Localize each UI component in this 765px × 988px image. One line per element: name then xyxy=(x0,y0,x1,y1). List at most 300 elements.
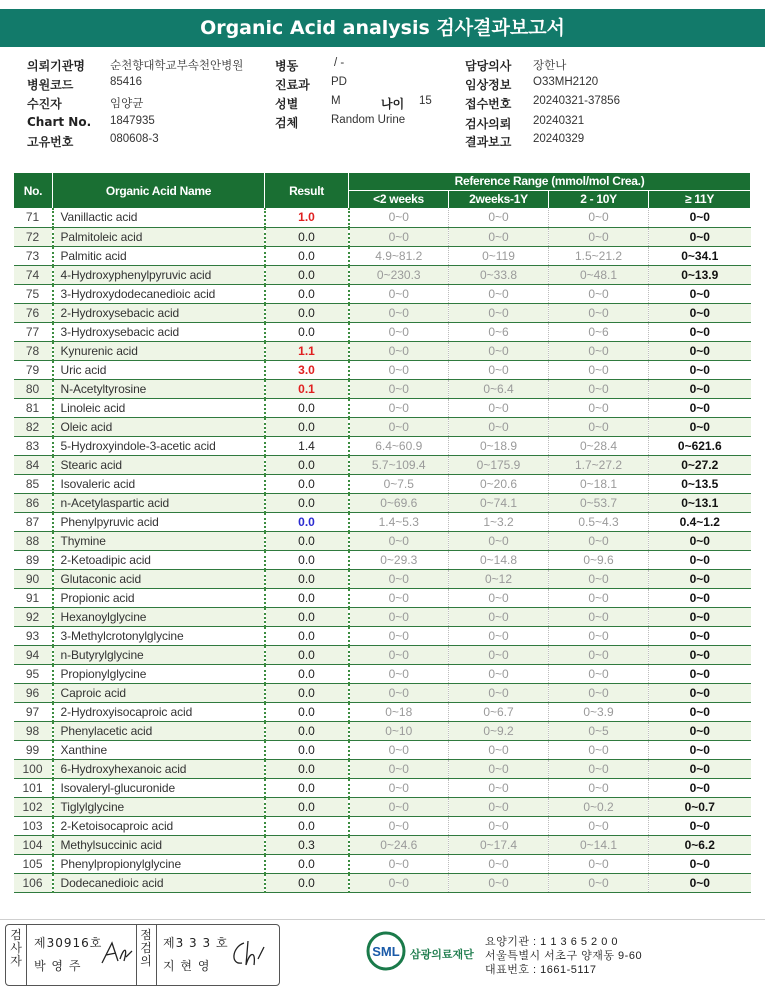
ref-range-2w-1y: 0~0 xyxy=(449,664,549,683)
examiner-name: 박 영 주 xyxy=(34,959,82,973)
ref-range-ge11y: 0~0 xyxy=(649,645,751,664)
acid-name: n-Butyrylglycine xyxy=(53,645,265,664)
info-label: 고유번호 xyxy=(27,135,74,149)
ref-range-lt2w: 0~0 xyxy=(349,398,449,417)
row-number: 103 xyxy=(14,816,53,835)
ref-range-2w-1y: 0~0 xyxy=(449,531,549,550)
row-number: 83 xyxy=(14,436,53,455)
ref-range-ge11y: 0~27.2 xyxy=(649,455,751,474)
acid-name: 3-Hydroxysebacic acid xyxy=(53,322,265,341)
info-value: 20240321 xyxy=(533,115,585,127)
row-number: 93 xyxy=(14,626,53,645)
ref-range-2-10y: 0~0 xyxy=(549,854,649,873)
table-row xyxy=(14,683,751,702)
ref-range-lt2w: 0~0 xyxy=(349,531,449,550)
table-row xyxy=(14,759,751,778)
result-value: 0.0 xyxy=(265,493,349,512)
acid-name: 3-Methylcrotonylglycine xyxy=(53,626,265,645)
table-row xyxy=(14,227,751,246)
result-value: 0.0 xyxy=(265,645,349,664)
result-value: 0.0 xyxy=(265,303,349,322)
table-row xyxy=(14,607,751,626)
ref-range-2-10y: 0~0 xyxy=(549,341,649,360)
info-label: 의뢰기관명 xyxy=(27,59,85,73)
acid-name: Caproic acid xyxy=(53,683,265,702)
lab-name: 삼광의료재단 xyxy=(410,948,474,961)
result-value: 0.0 xyxy=(265,398,349,417)
ref-range-2-10y: 0~0.2 xyxy=(549,797,649,816)
acid-name: Thymine xyxy=(53,531,265,550)
acid-name: 6-Hydroxyhexanoic acid xyxy=(53,759,265,778)
result-value: 0.0 xyxy=(265,683,349,702)
result-value: 0.0 xyxy=(265,778,349,797)
row-number: 106 xyxy=(14,873,53,892)
ref-range-2w-1y: 0~33.8 xyxy=(449,265,549,284)
ref-range-lt2w: 0~10 xyxy=(349,721,449,740)
acid-name: Phenylpropionylglycine xyxy=(53,854,265,873)
ref-range-lt2w: 0~0 xyxy=(349,683,449,702)
ref-range-lt2w: 0~0 xyxy=(349,816,449,835)
ref-range-ge11y: 0~0 xyxy=(649,778,751,797)
lab-info-line: 요양기관 : 1 1 3 6 5 2 0 0 xyxy=(485,936,619,948)
ref-range-lt2w: 0~29.3 xyxy=(349,550,449,569)
table-row xyxy=(14,246,751,265)
info-value: 080608-3 xyxy=(110,133,159,145)
acid-name: Vanillactic acid xyxy=(53,208,265,227)
result-value: 0.0 xyxy=(265,854,349,873)
table-row xyxy=(14,265,751,284)
ref-range-2w-1y: 0~0 xyxy=(449,626,549,645)
table-row xyxy=(14,493,751,512)
table-row xyxy=(14,854,751,873)
ref-range-2-10y: 1.5~21.2 xyxy=(549,246,649,265)
ref-range-ge11y: 0~0 xyxy=(649,398,751,417)
ref-range-ge11y: 0~0 xyxy=(649,360,751,379)
row-number: 73 xyxy=(14,246,53,265)
result-value: 0.0 xyxy=(265,607,349,626)
result-value: 0.0 xyxy=(265,417,349,436)
ref-range-2-10y: 0~0 xyxy=(549,588,649,607)
ref-range-2w-1y: 0~0 xyxy=(449,303,549,322)
ref-range-2w-1y: 0~17.4 xyxy=(449,835,549,854)
acid-name: Hexanoylglycine xyxy=(53,607,265,626)
ref-range-2-10y: 0.5~4.3 xyxy=(549,512,649,531)
row-number: 72 xyxy=(14,227,53,246)
ref-range-2w-1y: 0~0 xyxy=(449,341,549,360)
ref-range-lt2w: 0~0 xyxy=(349,208,449,227)
row-number: 84 xyxy=(14,455,53,474)
result-value: 0.0 xyxy=(265,740,349,759)
ref-range-lt2w: 0~0 xyxy=(349,417,449,436)
info-value: 임양균 xyxy=(110,98,144,110)
result-value: 0.0 xyxy=(265,759,349,778)
ref-range-2w-1y: 0~0 xyxy=(449,417,549,436)
row-number: 92 xyxy=(14,607,53,626)
ref-range-2-10y: 0~0 xyxy=(549,303,649,322)
table-row xyxy=(14,531,751,550)
table-row xyxy=(14,550,751,569)
examiner-label: 검 사 자 xyxy=(10,928,22,968)
acid-name: Xanthine xyxy=(53,740,265,759)
ref-range-ge11y: 0~6.2 xyxy=(649,835,751,854)
ref-range-2w-1y: 0~6.7 xyxy=(449,702,549,721)
row-number: 75 xyxy=(14,284,53,303)
info-label: 수진자 xyxy=(27,97,62,111)
ref-range-2-10y: 0~0 xyxy=(549,417,649,436)
lab-info-line: 서울특별시 서초구 양재동 9-60 xyxy=(485,950,643,962)
table-row xyxy=(14,512,751,531)
ref-range-2w-1y: 0~6 xyxy=(449,322,549,341)
col-header-range: 2 - 10Y xyxy=(549,190,649,208)
ref-range-2w-1y: 0~0 xyxy=(449,778,549,797)
ref-range-2w-1y: 0~0 xyxy=(449,854,549,873)
col-header-range: 2weeks-1Y xyxy=(449,190,549,208)
acid-name: 2-Hydroxyisocaproic acid xyxy=(53,702,265,721)
ref-range-2w-1y: 0~12 xyxy=(449,569,549,588)
ref-range-lt2w: 0~0 xyxy=(349,569,449,588)
col-header-result: Result xyxy=(265,173,349,208)
footer-divider xyxy=(0,919,765,920)
table-row xyxy=(14,873,751,892)
ref-range-2-10y: 0~48.1 xyxy=(549,265,649,284)
ref-range-2-10y: 0~0 xyxy=(549,607,649,626)
ref-range-2-10y: 0~0 xyxy=(549,740,649,759)
row-number: 82 xyxy=(14,417,53,436)
row-number: 95 xyxy=(14,664,53,683)
sig-divider xyxy=(156,925,157,985)
reviewer-signature xyxy=(228,937,268,971)
acid-name: Linoleic acid xyxy=(53,398,265,417)
ref-range-2w-1y: 0~0 xyxy=(449,740,549,759)
info-value: Random Urine xyxy=(331,114,406,126)
row-number: 88 xyxy=(14,531,53,550)
result-value: 0.0 xyxy=(265,550,349,569)
col-header-reference: Reference Range (mmol/mol Crea.) xyxy=(349,173,751,190)
row-number: 85 xyxy=(14,474,53,493)
ref-range-ge11y: 0~0 xyxy=(649,721,751,740)
acid-name: 3-Hydroxydodecanedioic acid xyxy=(53,284,265,303)
ref-range-2w-1y: 0~0 xyxy=(449,797,549,816)
ref-range-2-10y: 0~0 xyxy=(549,778,649,797)
ref-range-2w-1y: 0~0 xyxy=(449,227,549,246)
ref-range-lt2w: 0~0 xyxy=(349,759,449,778)
lab-info-line: 대표번호 : 1661-5117 xyxy=(485,964,597,976)
ref-range-lt2w: 4.9~81.2 xyxy=(349,246,449,265)
ref-range-2w-1y: 0~0 xyxy=(449,284,549,303)
col-header-range: <2 weeks xyxy=(349,190,449,208)
signature-box xyxy=(5,924,280,986)
ref-range-ge11y: 0~34.1 xyxy=(649,246,751,265)
ref-range-ge11y: 0~0 xyxy=(649,588,751,607)
table-row xyxy=(14,626,751,645)
table-row xyxy=(14,303,751,322)
ref-range-lt2w: 0~0 xyxy=(349,588,449,607)
info-value: 1847935 xyxy=(110,115,155,127)
ref-range-2w-1y: 0~18.9 xyxy=(449,436,549,455)
row-number: 87 xyxy=(14,512,53,531)
ref-range-lt2w: 0~0 xyxy=(349,284,449,303)
ref-range-lt2w: 0~0 xyxy=(349,873,449,892)
row-number: 74 xyxy=(14,265,53,284)
result-value: 0.0 xyxy=(265,721,349,740)
ref-range-2w-1y: 0~20.6 xyxy=(449,474,549,493)
ref-range-lt2w: 0~0 xyxy=(349,227,449,246)
results-table xyxy=(13,173,751,893)
ref-range-lt2w: 0~0 xyxy=(349,379,449,398)
table-row xyxy=(14,835,751,854)
acid-name: Isovaleric acid xyxy=(53,474,265,493)
ref-range-2-10y: 0~0 xyxy=(549,360,649,379)
acid-name: Kynurenic acid xyxy=(53,341,265,360)
acid-name: Tiglylglycine xyxy=(53,797,265,816)
row-number: 98 xyxy=(14,721,53,740)
row-number: 97 xyxy=(14,702,53,721)
acid-name: n-Acetylaspartic acid xyxy=(53,493,265,512)
sig-divider xyxy=(136,925,137,985)
logo-mark-text: SML xyxy=(372,944,400,959)
result-value: 0.1 xyxy=(265,379,349,398)
ref-range-2w-1y: 0~0 xyxy=(449,607,549,626)
info-label: 검사의뢰 xyxy=(465,117,512,131)
acid-name: Phenylacetic acid xyxy=(53,721,265,740)
reviewer-name: 지 현 영 xyxy=(163,959,211,973)
ref-range-2-10y: 0~0 xyxy=(549,664,649,683)
ref-range-lt2w: 0~0 xyxy=(349,303,449,322)
row-number: 77 xyxy=(14,322,53,341)
age-label: 나이 xyxy=(381,97,405,111)
ref-range-ge11y: 0~0 xyxy=(649,341,751,360)
ref-range-2-10y: 0~28.4 xyxy=(549,436,649,455)
ref-range-lt2w: 6.4~60.9 xyxy=(349,436,449,455)
ref-range-2-10y: 0~0 xyxy=(549,227,649,246)
ref-range-lt2w: 0~0 xyxy=(349,797,449,816)
ref-range-2-10y: 0~0 xyxy=(549,569,649,588)
table-row xyxy=(14,379,751,398)
ref-range-2-10y: 0~0 xyxy=(549,759,649,778)
ref-range-ge11y: 0~13.9 xyxy=(649,265,751,284)
ref-range-lt2w: 0~0 xyxy=(349,740,449,759)
ref-range-lt2w: 5.7~109.4 xyxy=(349,455,449,474)
info-value: 85416 xyxy=(110,76,142,88)
table-row xyxy=(14,740,751,759)
ref-range-lt2w: 0~69.6 xyxy=(349,493,449,512)
ref-range-lt2w: 0~0 xyxy=(349,341,449,360)
row-number: 81 xyxy=(14,398,53,417)
ref-range-lt2w: 0~0 xyxy=(349,854,449,873)
result-value: 0.0 xyxy=(265,569,349,588)
info-label: 담당의사 xyxy=(465,59,512,73)
ref-range-2-10y: 0~0 xyxy=(549,626,649,645)
ref-range-2-10y: 0~53.7 xyxy=(549,493,649,512)
table-row xyxy=(14,417,751,436)
ref-range-lt2w: 0~7.5 xyxy=(349,474,449,493)
row-number: 71 xyxy=(14,208,53,227)
info-label: 성별 xyxy=(275,97,299,111)
info-label: 병원코드 xyxy=(27,78,74,92)
info-label: 접수번호 xyxy=(465,97,512,111)
result-value: 0.0 xyxy=(265,265,349,284)
acid-name: Uric acid xyxy=(53,360,265,379)
ref-range-2-10y: 0~0 xyxy=(549,379,649,398)
ref-range-2w-1y: 0~0 xyxy=(449,398,549,417)
result-value: 0.0 xyxy=(265,227,349,246)
age-value: 15 xyxy=(419,95,432,107)
row-number: 91 xyxy=(14,588,53,607)
ref-range-ge11y: 0~0 xyxy=(649,550,751,569)
acid-name: Methylsuccinic acid xyxy=(53,835,265,854)
ref-range-ge11y: 0~0 xyxy=(649,759,751,778)
result-value: 0.0 xyxy=(265,588,349,607)
table-row xyxy=(14,702,751,721)
row-number: 86 xyxy=(14,493,53,512)
ref-range-2w-1y: 0~0 xyxy=(449,588,549,607)
ref-range-2w-1y: 0~6.4 xyxy=(449,379,549,398)
table-row xyxy=(14,341,751,360)
table-row xyxy=(14,208,751,227)
ref-range-lt2w: 0~24.6 xyxy=(349,835,449,854)
ref-range-2-10y: 0~0 xyxy=(549,816,649,835)
acid-name: 2-Ketoisocaproic acid xyxy=(53,816,265,835)
info-label: Chart No. xyxy=(27,115,92,129)
info-value: / - xyxy=(334,57,345,69)
row-number: 101 xyxy=(14,778,53,797)
ref-range-ge11y: 0~0 xyxy=(649,417,751,436)
ref-range-ge11y: 0~621.6 xyxy=(649,436,751,455)
info-value: M xyxy=(331,95,341,107)
ref-range-2-10y: 0~14.1 xyxy=(549,835,649,854)
ref-range-2-10y: 0~18.1 xyxy=(549,474,649,493)
acid-name: Propionic acid xyxy=(53,588,265,607)
report-title: Organic Acid analysis 검사결과보고서 xyxy=(0,9,765,47)
acid-name: 2-Ketoadipic acid xyxy=(53,550,265,569)
ref-range-ge11y: 0~13.1 xyxy=(649,493,751,512)
info-label: 검체 xyxy=(275,116,299,130)
ref-range-2-10y: 0~9.6 xyxy=(549,550,649,569)
table-row xyxy=(14,436,751,455)
row-number: 104 xyxy=(14,835,53,854)
ref-range-2w-1y: 0~9.2 xyxy=(449,721,549,740)
ref-range-lt2w: 0~0 xyxy=(349,322,449,341)
ref-range-2w-1y: 0~14.8 xyxy=(449,550,549,569)
col-header-name: Organic Acid Name xyxy=(53,173,265,208)
info-value: O33MH2120 xyxy=(533,76,599,88)
ref-range-2-10y: 0~3.9 xyxy=(549,702,649,721)
ref-range-lt2w: 0~0 xyxy=(349,645,449,664)
acid-name: Phenylpyruvic acid xyxy=(53,512,265,531)
examiner-license: 제30916호 xyxy=(34,936,103,950)
ref-range-ge11y: 0~0 xyxy=(649,740,751,759)
result-value: 0.0 xyxy=(265,512,349,531)
acid-name: Oleic acid xyxy=(53,417,265,436)
info-label: 결과보고 xyxy=(465,135,512,149)
result-value: 0.0 xyxy=(265,284,349,303)
table-row xyxy=(14,664,751,683)
ref-range-lt2w: 0~230.3 xyxy=(349,265,449,284)
ref-range-lt2w: 0~0 xyxy=(349,626,449,645)
row-number: 79 xyxy=(14,360,53,379)
ref-range-ge11y: 0~13.5 xyxy=(649,474,751,493)
sml-logo-icon xyxy=(366,931,406,971)
ref-range-lt2w: 0~0 xyxy=(349,664,449,683)
table-row xyxy=(14,778,751,797)
table-row xyxy=(14,569,751,588)
ref-range-ge11y: 0~0.7 xyxy=(649,797,751,816)
info-value: 순천향대학교부속천안병원 xyxy=(110,60,244,72)
result-value: 0.0 xyxy=(265,873,349,892)
reviewer-label: 점 검 의 xyxy=(140,928,152,968)
row-number: 90 xyxy=(14,569,53,588)
ref-range-2w-1y: 0~0 xyxy=(449,360,549,379)
ref-range-ge11y: 0~0 xyxy=(649,664,751,683)
acid-name: Stearic acid xyxy=(53,455,265,474)
result-value: 0.0 xyxy=(265,322,349,341)
reviewer-license: 제3 3 3 호 xyxy=(163,936,229,950)
ref-range-2-10y: 0~6 xyxy=(549,322,649,341)
ref-range-ge11y: 0~0 xyxy=(649,531,751,550)
ref-range-2-10y: 0~0 xyxy=(549,284,649,303)
ref-range-lt2w: 1.4~5.3 xyxy=(349,512,449,531)
row-number: 94 xyxy=(14,645,53,664)
result-value: 1.0 xyxy=(265,208,349,227)
info-label: 임상정보 xyxy=(465,78,512,92)
col-header-range: ≥ 11Y xyxy=(649,190,751,208)
table-row xyxy=(14,474,751,493)
table-row xyxy=(14,360,751,379)
ref-range-2-10y: 0~5 xyxy=(549,721,649,740)
result-value: 0.0 xyxy=(265,797,349,816)
info-value: 20240321-37856 xyxy=(533,95,620,107)
row-number: 80 xyxy=(14,379,53,398)
ref-range-2-10y: 1.7~27.2 xyxy=(549,455,649,474)
ref-range-2w-1y: 0~119 xyxy=(449,246,549,265)
col-header-no: No. xyxy=(14,173,53,208)
ref-range-ge11y: 0~0 xyxy=(649,626,751,645)
acid-name: Palmitic acid xyxy=(53,246,265,265)
ref-range-ge11y: 0~0 xyxy=(649,303,751,322)
info-value: 20240329 xyxy=(533,133,585,145)
info-label: 진료과 xyxy=(275,78,310,92)
ref-range-2-10y: 0~0 xyxy=(549,531,649,550)
result-value: 0.0 xyxy=(265,455,349,474)
ref-range-ge11y: 0~0 xyxy=(649,208,751,227)
table-row xyxy=(14,588,751,607)
ref-range-ge11y: 0~0 xyxy=(649,379,751,398)
ref-range-2-10y: 0~0 xyxy=(549,683,649,702)
ref-range-2w-1y: 0~0 xyxy=(449,645,549,664)
ref-range-lt2w: 0~18 xyxy=(349,702,449,721)
result-value: 0.3 xyxy=(265,835,349,854)
row-number: 102 xyxy=(14,797,53,816)
acid-name: Propionylglycine xyxy=(53,664,265,683)
ref-range-2-10y: 0~0 xyxy=(549,208,649,227)
ref-range-ge11y: 0~0 xyxy=(649,873,751,892)
table-row xyxy=(14,721,751,740)
table-row xyxy=(14,398,751,417)
result-value: 0.0 xyxy=(265,816,349,835)
ref-range-2-10y: 0~0 xyxy=(549,645,649,664)
ref-range-2w-1y: 0~175.9 xyxy=(449,455,549,474)
ref-range-ge11y: 0~0 xyxy=(649,683,751,702)
result-value: 0.0 xyxy=(265,531,349,550)
ref-range-ge11y: 0~0 xyxy=(649,702,751,721)
ref-range-2w-1y: 0~0 xyxy=(449,816,549,835)
row-number: 100 xyxy=(14,759,53,778)
ref-range-ge11y: 0~0 xyxy=(649,854,751,873)
ref-range-ge11y: 0~0 xyxy=(649,607,751,626)
table-row xyxy=(14,455,751,474)
acid-name: Palmitoleic acid xyxy=(53,227,265,246)
ref-range-lt2w: 0~0 xyxy=(349,778,449,797)
